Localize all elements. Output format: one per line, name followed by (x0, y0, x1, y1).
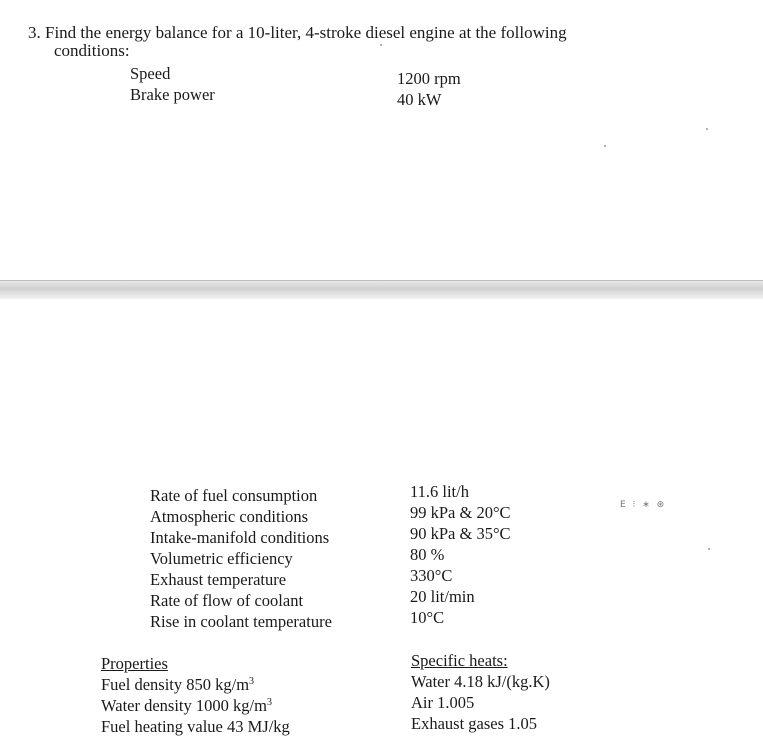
fuel-heating-value: Fuel heating value 43 MJ/kg (101, 717, 290, 736)
water-density (101, 695, 290, 716)
specific-heat-air: Air 1.005 (411, 693, 475, 712)
specific-heat-water: Water 4.18 kJ/(kg.K) (411, 672, 550, 691)
engine-data-labels (150, 485, 332, 632)
properties-heading: Properties (101, 654, 168, 673)
data-value-volumetric-efficiency: 80 % (410, 545, 445, 564)
data-label-fuel-consumption: Rate of fuel consumption (150, 486, 318, 505)
data-label-coolant-flow: Rate of flow of coolant (150, 591, 304, 610)
data-value-fuel-consumption: 11.6 lit/h (410, 482, 469, 501)
data-label-exhaust-temperature: Exhaust temperature (150, 570, 287, 589)
data-value-intake-manifold: 90 kPa & 35°C (410, 524, 511, 543)
condition-label-brake-power: Brake power (130, 85, 215, 104)
condition-label-speed: Speed (130, 64, 171, 83)
engine-data-values (410, 481, 511, 628)
data-value-exhaust-temperature: 330°C (410, 566, 453, 585)
scan-speck (380, 44, 382, 46)
document-page-top (0, 0, 763, 280)
stray-scan-marks: E ⁝ ∗ ⊛ (620, 500, 667, 510)
fuel-density-text: Fuel density 850 kg/m (101, 675, 250, 694)
condition-value-brake-power: 40 kW (397, 90, 442, 109)
cubic-superscript: 3 (266, 697, 272, 708)
scan-speck (706, 128, 708, 130)
water-density-text: Water density 1000 kg/m (101, 696, 267, 715)
data-label-volumetric-efficiency: Volumetric efficiency (150, 549, 293, 568)
condition-value-speed: 1200 rpm (397, 69, 461, 88)
data-label-atmospheric: Atmospheric conditions (150, 507, 309, 526)
data-label-coolant-rise: Rise in coolant temperature (150, 612, 332, 631)
data-value-coolant-flow: 20 lit/min (410, 587, 475, 606)
data-value-atmospheric: 99 kPa & 20°C (410, 503, 511, 522)
data-value-coolant-rise: 10°C (410, 608, 445, 627)
question-text: Find the energy balance for a 10-liter, 4-stroke diesel engine at the following (45, 23, 567, 42)
fuel-density (101, 674, 290, 695)
conditions-labels (130, 63, 215, 105)
specific-heat-exhaust: Exhaust gases 1.05 (411, 714, 538, 733)
question-number: 3. (28, 23, 41, 42)
conditions-values (397, 68, 461, 110)
page-separator (0, 280, 763, 300)
cubic-superscript: 3 (249, 676, 255, 687)
specific-heats-heading: Specific heats: (411, 651, 508, 670)
properties-block (101, 653, 290, 737)
specific-heats-block (411, 650, 550, 734)
question-line-2: conditions: (54, 41, 130, 60)
data-label-intake-manifold: Intake-manifold conditions (150, 528, 330, 547)
scan-speck (604, 145, 606, 147)
scan-speck (708, 548, 710, 550)
